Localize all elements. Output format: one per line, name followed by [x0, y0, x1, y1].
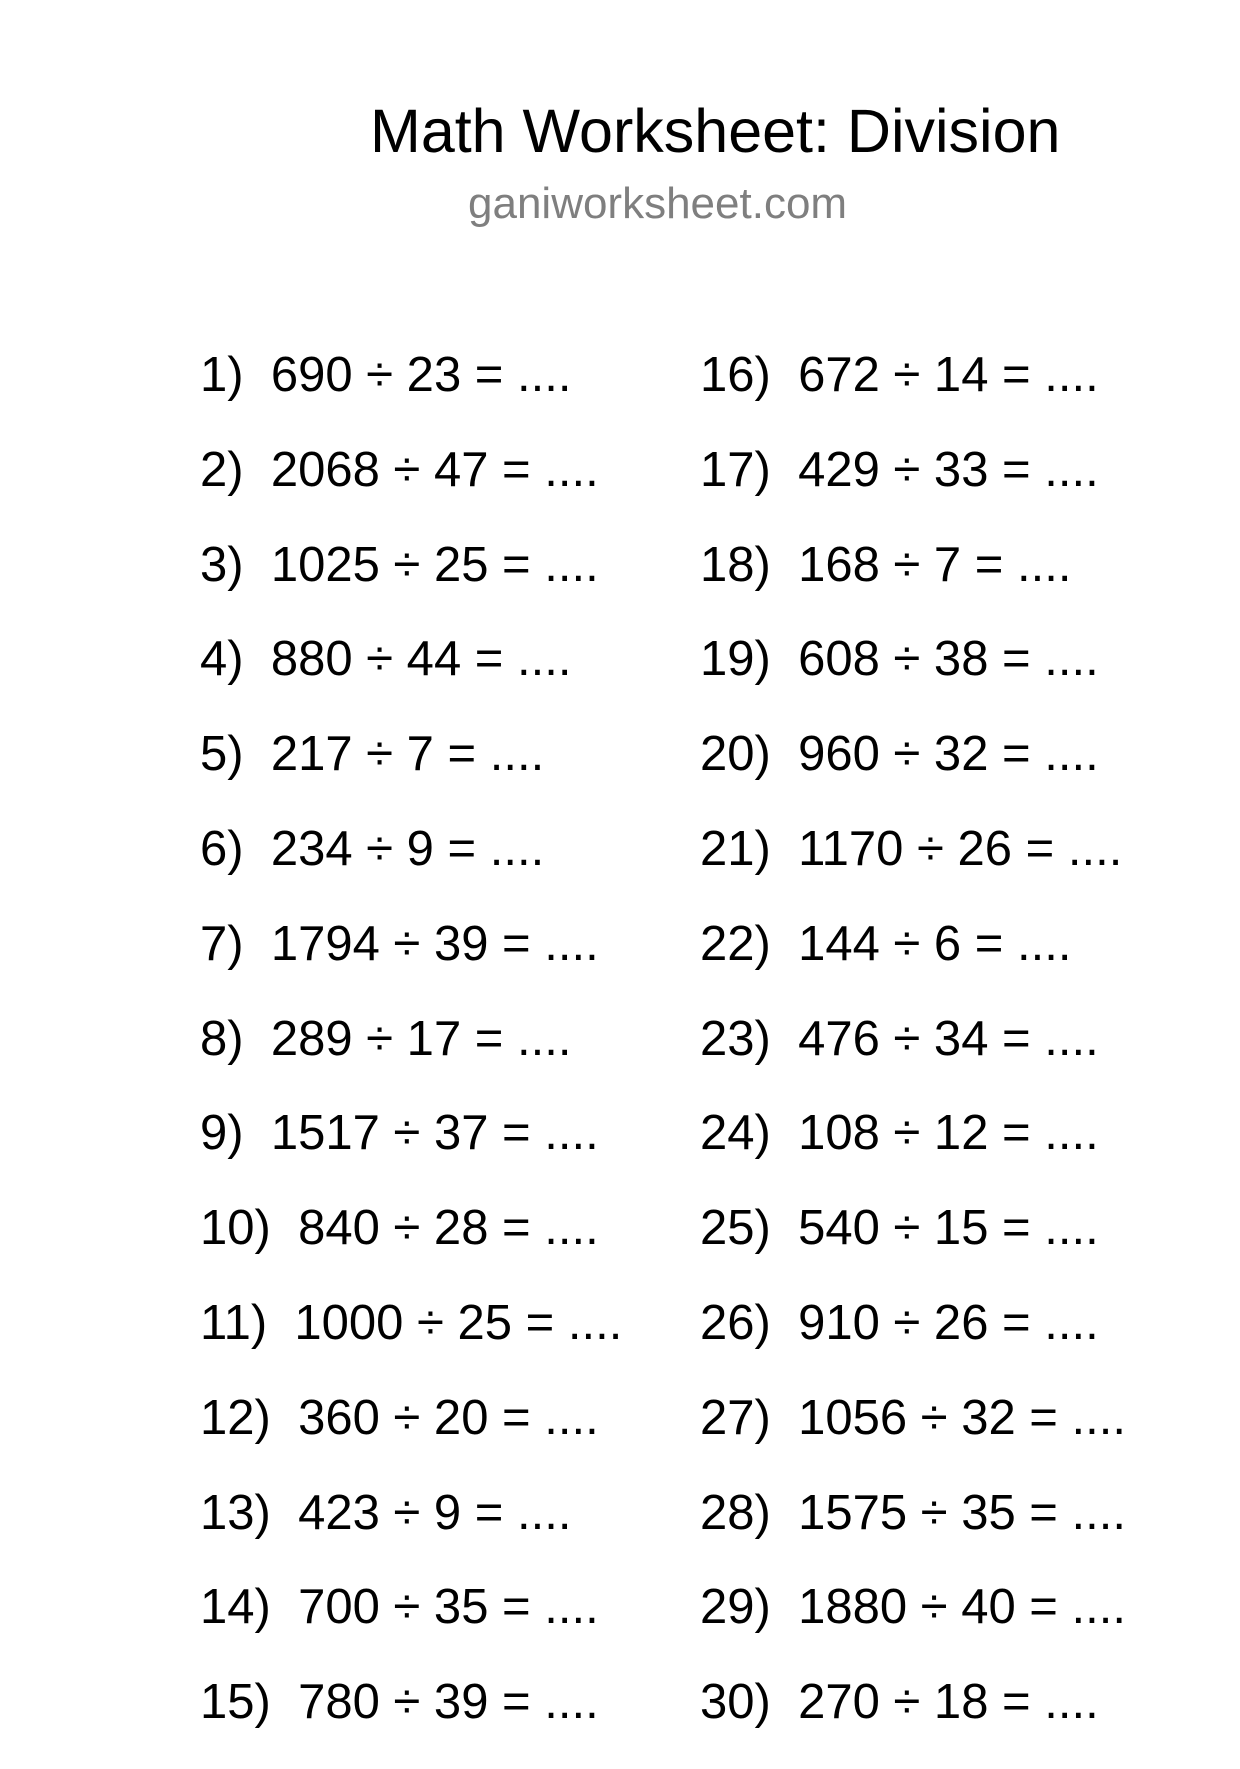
- problem-expression: 608 ÷ 38 = ....: [798, 632, 1099, 687]
- problem-item: [200, 631, 622, 726]
- problem-item: [200, 442, 622, 537]
- problem-number: 21): [700, 821, 771, 876]
- problem-item: [200, 1674, 622, 1769]
- problem-item: [700, 442, 1126, 537]
- problem-number: 30): [700, 1675, 771, 1730]
- problem-number: 24): [700, 1106, 771, 1161]
- problem-number: 10): [200, 1201, 271, 1256]
- problem-item: [700, 1579, 1126, 1674]
- page-title: Math Worksheet: Division: [370, 97, 1061, 165]
- problem-number: 4): [200, 632, 244, 687]
- problem-expression: 1170 ÷ 26 = ....: [798, 821, 1123, 876]
- problem-item: [200, 1011, 622, 1106]
- problem-number: 17): [700, 442, 771, 497]
- problem-item: [200, 537, 622, 632]
- problem-expression: 880 ÷ 44 = ....: [270, 632, 572, 687]
- problem-number: 13): [200, 1485, 271, 1540]
- problem-item: [200, 821, 622, 916]
- problem-expression: 217 ÷ 7 = ....: [270, 727, 545, 782]
- problem-number: 18): [700, 537, 771, 592]
- problem-expression: 423 ÷ 9 = ....: [298, 1485, 572, 1540]
- problem-expression: 840 ÷ 28 = ....: [298, 1201, 599, 1256]
- problem-item: [200, 1390, 622, 1485]
- problem-expression: 672 ÷ 14 = ....: [798, 348, 1099, 402]
- problem-item: [700, 1674, 1126, 1769]
- problem-number: 27): [700, 1390, 771, 1445]
- problem-item: [200, 1105, 622, 1200]
- problem-number: 19): [700, 632, 771, 687]
- problem-expression: 1880 ÷ 40 = ....: [798, 1580, 1126, 1635]
- problem-number: 2): [200, 442, 244, 497]
- problem-expression: 144 ÷ 6 = ....: [798, 916, 1072, 971]
- problem-expression: 1794 ÷ 39 = ....: [270, 916, 599, 971]
- problem-item: [700, 1011, 1126, 1106]
- problem-expression: 360 ÷ 20 = ....: [298, 1390, 599, 1445]
- problem-number: 16): [700, 348, 771, 402]
- problem-item: [700, 1485, 1126, 1580]
- problem-expression: 289 ÷ 17 = ....: [270, 1011, 572, 1066]
- problem-expression: 108 ÷ 12 = ....: [798, 1106, 1099, 1161]
- problem-expression: 2068 ÷ 47 = ....: [270, 442, 599, 497]
- problem-item: [700, 347, 1126, 442]
- problem-number: 11): [200, 1295, 268, 1350]
- problem-number: 20): [700, 727, 771, 782]
- problems-column-right: [700, 347, 1126, 1769]
- problem-item: [700, 1295, 1126, 1390]
- problem-item: [700, 821, 1126, 916]
- problem-expression: 1000 ÷ 25 = ....: [294, 1295, 623, 1350]
- problem-item: [700, 1200, 1126, 1295]
- problems-column-left: [200, 347, 622, 1769]
- problem-expression: 234 ÷ 9 = ....: [270, 821, 545, 876]
- problem-expression: 476 ÷ 34 = ....: [798, 1011, 1099, 1066]
- problem-expression: 1025 ÷ 25 = ....: [270, 537, 599, 592]
- problem-item: [200, 1295, 622, 1390]
- problem-number: 23): [700, 1011, 771, 1066]
- problem-item: [700, 916, 1126, 1011]
- site-subtitle: ganiworksheet.com: [468, 179, 848, 228]
- problem-item: [700, 726, 1126, 821]
- problem-number: 29): [700, 1580, 771, 1635]
- problem-expression: 429 ÷ 33 = ....: [798, 442, 1099, 497]
- problem-item: [200, 916, 622, 1011]
- problem-number: 6): [200, 821, 244, 876]
- problem-expression: 1575 ÷ 35 = ....: [798, 1485, 1126, 1540]
- problem-expression: 270 ÷ 18 = ....: [798, 1675, 1099, 1730]
- problem-number: 1): [200, 348, 244, 402]
- problem-expression: 960 ÷ 32 = ....: [798, 727, 1099, 782]
- problem-expression: 780 ÷ 39 = ....: [298, 1675, 599, 1730]
- problem-number: 3): [200, 537, 244, 592]
- problem-number: 25): [700, 1201, 771, 1256]
- problem-item: [200, 1200, 622, 1295]
- problem-number: 26): [700, 1295, 771, 1350]
- problem-item: [200, 1579, 622, 1674]
- problem-expression: 540 ÷ 15 = ....: [798, 1201, 1099, 1256]
- problem-expression: 700 ÷ 35 = ....: [298, 1580, 599, 1635]
- problem-number: 9): [200, 1106, 244, 1161]
- problem-item: [700, 1105, 1126, 1200]
- problem-number: 15): [200, 1675, 271, 1730]
- problem-item: [200, 726, 622, 821]
- problem-expression: 690 ÷ 23 = ....: [270, 348, 572, 402]
- problem-item: [200, 1485, 622, 1580]
- problem-number: 28): [700, 1485, 771, 1540]
- problem-number: 8): [200, 1011, 244, 1066]
- problem-expression: 1056 ÷ 32 = ....: [798, 1390, 1126, 1445]
- problem-number: 12): [200, 1390, 271, 1445]
- problem-number: 22): [700, 916, 771, 971]
- problem-expression: 1517 ÷ 37 = ....: [270, 1106, 599, 1161]
- problem-item: [700, 537, 1126, 632]
- problem-item: [700, 1390, 1126, 1485]
- problem-number: 14): [200, 1580, 271, 1635]
- problem-item: [200, 347, 622, 442]
- problem-number: 5): [200, 727, 244, 782]
- problem-expression: 910 ÷ 26 = ....: [798, 1295, 1099, 1350]
- problem-number: 7): [200, 916, 244, 971]
- problem-item: [700, 631, 1126, 726]
- problem-expression: 168 ÷ 7 = ....: [798, 537, 1072, 592]
